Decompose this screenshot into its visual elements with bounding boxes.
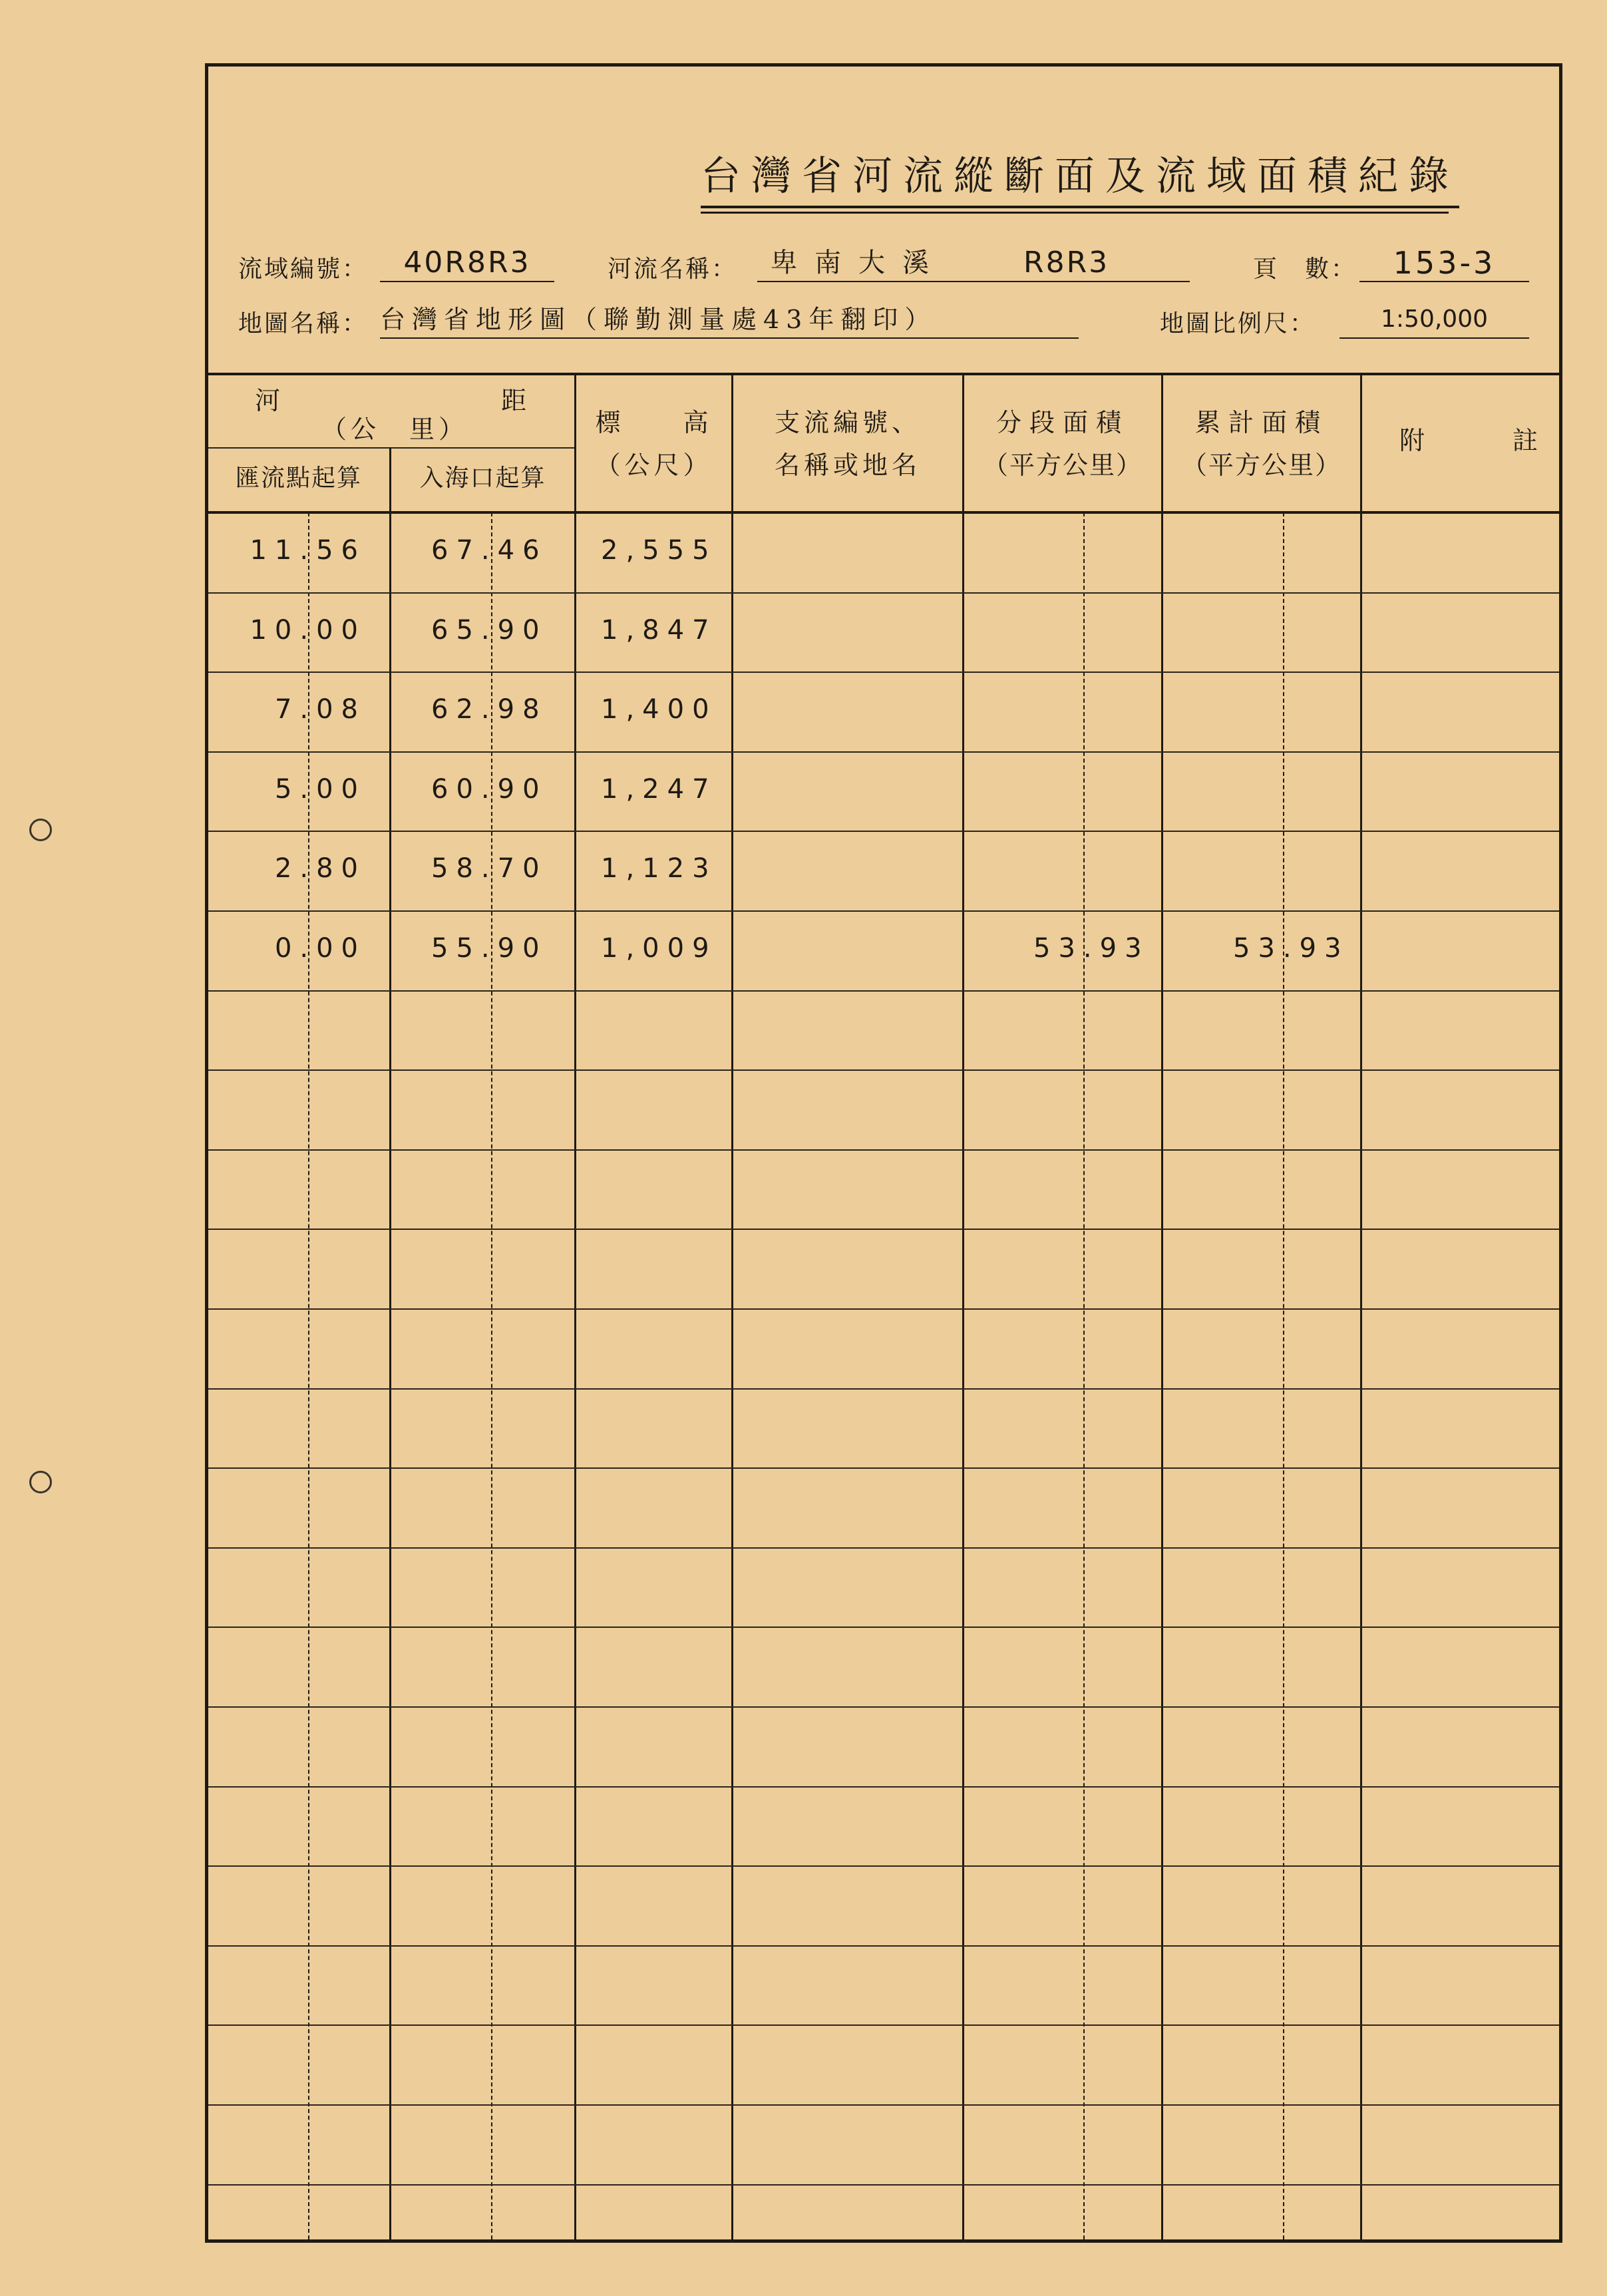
distance-header-char-1: 河 (255, 386, 285, 415)
row-rule (208, 1467, 1559, 1469)
row-rule (208, 1388, 1559, 1390)
from-mouth-cell: 55.90 (431, 933, 548, 964)
form-title: 台灣省河流縱斷面及流域面積紀錄 (701, 150, 1459, 208)
row-rule (208, 2024, 1559, 2026)
river-code-value: R8R3 (1023, 246, 1110, 280)
distance-unit: （公 里） (321, 415, 468, 444)
col-divider-1 (389, 447, 391, 2239)
distance-header-char-2: 距 (501, 386, 531, 415)
row-rule (208, 751, 1559, 753)
remarks-header-char-2: 註 (1513, 426, 1542, 455)
row-rule (208, 1945, 1559, 1947)
row-rule (208, 1149, 1559, 1151)
segment-area-unit: （平方公里） (982, 451, 1143, 480)
from-confluence-cell: 7.08 (274, 694, 366, 725)
row-rule (208, 990, 1559, 992)
row-rule (208, 910, 1559, 912)
row-rule (208, 831, 1559, 832)
record-form (205, 63, 1562, 2243)
cumulative-area-cell: 53.93 (1233, 933, 1349, 964)
remarks-header-char-1: 附 (1399, 426, 1429, 455)
decimal-guide-4 (1283, 512, 1284, 2239)
row-rule (208, 592, 1559, 594)
row-rule (208, 1626, 1559, 1628)
row-rule (208, 1865, 1559, 1867)
elevation-cell: 1,123 (601, 853, 717, 884)
elevation-header: 標 高 (595, 408, 713, 437)
row-rule (208, 1706, 1559, 1708)
map-name-label: 地圖名稱： (238, 310, 369, 337)
river-name-underline (757, 245, 1190, 282)
row-rule (208, 2184, 1559, 2186)
row-rule (208, 1069, 1559, 1071)
from-mouth-cell: 60.90 (431, 773, 548, 805)
col-divider-5 (1161, 373, 1163, 2239)
segment-area-cell: 53.93 (1033, 933, 1150, 964)
page-label: 頁 數： (1253, 256, 1357, 283)
elevation-cell: 1,847 (601, 614, 717, 646)
elevation-cell: 1,009 (601, 933, 717, 964)
from-mouth-cell: 67.46 (431, 535, 548, 566)
decimal-guide-1 (308, 512, 309, 2239)
decimal-guide-3 (1083, 512, 1085, 2239)
cumulative-area-header: 累計面積 (1194, 408, 1328, 437)
map-name-value: 台灣省地形圖（聯勤測量處43年翻印） (380, 301, 1079, 339)
table-header-bottom-border (208, 511, 1559, 514)
elevation-cell: 1,400 (601, 694, 717, 725)
from-confluence-cell: 0.00 (274, 933, 366, 964)
basin-no-label: 流域編號： (238, 256, 369, 283)
from-confluence-header: 匯流點起算 (235, 465, 362, 492)
elevation-cell: 1,247 (601, 773, 717, 805)
from-mouth-cell: 58.70 (431, 853, 548, 884)
tributary-header-line1: 支流編號、 (774, 408, 921, 437)
from-confluence-cell: 10.00 (250, 614, 366, 646)
basin-no-value: 40R8R3 (380, 245, 554, 282)
from-confluence-cell: 11.56 (250, 535, 366, 566)
from-confluence-cell: 5.00 (274, 773, 366, 805)
from-mouth-cell: 62.98 (431, 694, 548, 725)
from-mouth-cell: 65.90 (431, 614, 548, 646)
distance-header-divider (208, 447, 574, 449)
row-rule (208, 671, 1559, 673)
row-rule (208, 1547, 1559, 1549)
col-divider-3 (731, 373, 733, 2239)
tributary-header-line2: 名稱或地名 (774, 451, 921, 480)
from-confluence-cell: 2.80 (274, 853, 366, 884)
col-divider-4 (962, 373, 964, 2239)
row-rule (208, 2104, 1559, 2106)
binder-hole-top (29, 819, 52, 841)
col-divider-2 (574, 373, 576, 2239)
page-no-value: 153-3 (1359, 245, 1529, 282)
cumulative-area-unit: （平方公里） (1181, 451, 1341, 480)
river-name-value: 卑南大溪 (771, 248, 946, 278)
river-name-label: 河流名稱： (608, 256, 738, 283)
row-rule (208, 1786, 1559, 1788)
segment-area-header: 分段面積 (995, 408, 1129, 437)
map-scale-label: 地圖比例尺： (1160, 310, 1316, 337)
decimal-guide-2 (491, 512, 492, 2239)
from-mouth-header: 入海口起算 (419, 465, 546, 492)
map-scale-value: 1:50,000 (1339, 301, 1529, 339)
elevation-unit: （公尺） (595, 451, 713, 480)
elevation-cell: 2,555 (601, 535, 717, 566)
binder-hole-bottom (29, 1471, 52, 1493)
col-divider-6 (1360, 373, 1362, 2239)
row-rule (208, 1308, 1559, 1310)
row-rule (208, 1229, 1559, 1230)
table-top-border (208, 373, 1559, 375)
